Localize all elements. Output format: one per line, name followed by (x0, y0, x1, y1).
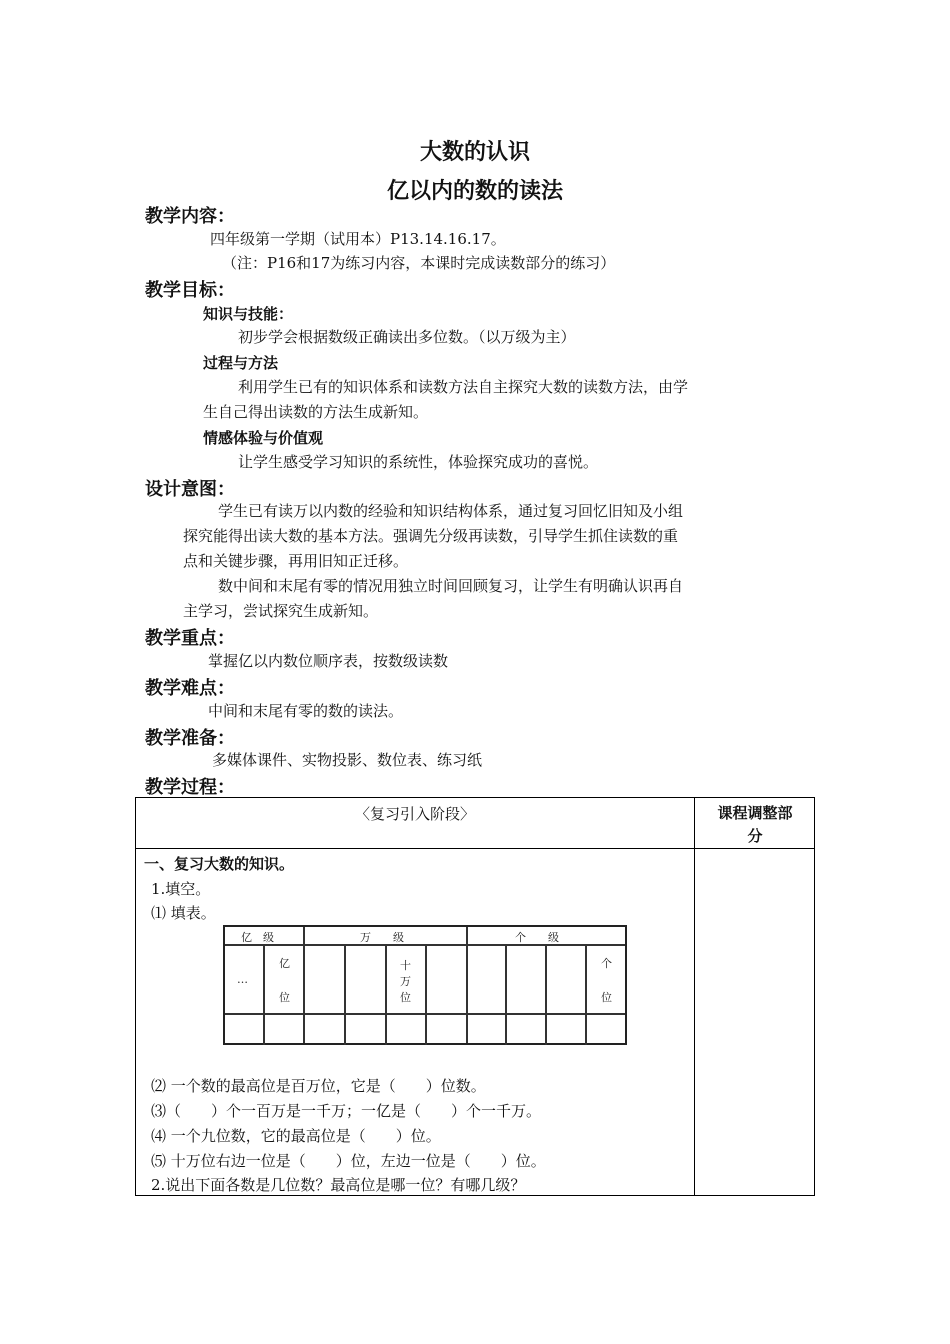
process-method-text-1: 利用学生已有的知识体系和读数方法自主探究大数的读数方法，由学 (238, 378, 689, 396)
place-value-chart (223, 925, 627, 1045)
adjust-header-line2: 分 (747, 827, 763, 845)
chart-col-divider (585, 944, 587, 1045)
design-p2-line2: 主学习，尝试探究生成新知。 (183, 602, 379, 620)
question-1-3: ⑶（ ）个一百万是一千万；一亿是（ ）个一千万。 (151, 1102, 542, 1120)
key-point-heading: 教学重点： (145, 628, 235, 649)
question-1-2: ⑵ 一个数的最高位是百万位，它是（ ）位数。 (151, 1077, 486, 1095)
design-heading: 设计意图： (145, 479, 235, 500)
chart-shiwan-2: 万 (400, 975, 411, 988)
preparation-text: 多媒体课件、实物投影、数位表、练习纸 (212, 751, 483, 769)
difficulty-text: 中间和末尾有零的数的读法。 (208, 702, 404, 720)
chart-shiwan-3: 位 (400, 991, 411, 1004)
section-review-heading: 一、复习大数的知识。 (144, 855, 295, 873)
content-line-2: （注：P16和17为练习内容，本课时完成读数部分的练习） (222, 254, 616, 272)
question-2: 2.说出下面各数是几位数？最高位是哪一位？有哪几级？ (151, 1176, 526, 1194)
chart-ge-level-label: 个 级 (515, 931, 559, 944)
chart-col-divider (263, 944, 265, 1045)
goals-heading: 教学目标： (145, 280, 235, 301)
stage-header: 〈复习引入阶段〉 (354, 805, 475, 823)
chart-group-divider-yi (303, 927, 305, 1043)
process-heading: 教学过程： (145, 777, 235, 798)
chart-col-divider (385, 944, 387, 1045)
chart-yi-level-label: 亿 级 (241, 931, 274, 944)
chart-col-divider (425, 944, 427, 1045)
question-1-1: ⑴ 填表。 (151, 904, 216, 922)
key-point-text: 掌握亿以内数位顺序表，按数级读数 (208, 652, 449, 670)
design-p2-line1: 数中间和末尾有零的情况用独立时间回顾复习，让学生有明确认识再自 (218, 577, 684, 595)
chart-wan-level-label: 万 级 (360, 931, 404, 944)
emotion-text: 让学生感受学习知识的系统性，体验探究成功的喜悦。 (238, 453, 599, 471)
document-subtitle: 亿以内的数的读法 (386, 179, 563, 204)
emotion-heading: 情感体验与价值观 (203, 429, 324, 447)
chart-shiwan-1: 十 (400, 959, 411, 972)
question-1-5: ⑸ 十万位右边一位是（ ）位，左边一位是（ ）位。 (151, 1152, 546, 1170)
table-column-divider (694, 798, 695, 1195)
content-line-1: 四年级第一学期（试用本）P13.14.16.17。 (210, 230, 506, 248)
question-1: 1.填空。 (151, 880, 211, 898)
knowledge-text: 初步学会根据数级正确读出多位数。（以万级为主） (238, 328, 576, 346)
chart-yi-char: 亿 (279, 957, 290, 970)
document-title: 大数的认识 (419, 140, 530, 165)
chart-col-divider (545, 944, 547, 1045)
chart-col-divider (344, 944, 346, 1045)
difficulty-heading: 教学难点： (145, 678, 235, 699)
content-heading: 教学内容： (145, 206, 235, 227)
chart-ge-char: 个 (601, 957, 612, 970)
design-p1-line3: 点和关键步骤，再用旧知正迁移。 (183, 552, 409, 570)
design-p1-line2: 探究能得出读大数的基本方法。强调先分级再读数，引导学生抓住读数的重 (183, 527, 679, 545)
question-1-4: ⑷ 一个九位数，它的最高位是（ ）位。 (151, 1127, 441, 1145)
design-p1-line1: 学生已有读万以内数的经验和知识结构体系，通过复习回忆旧知及小组 (218, 502, 684, 520)
chart-col-divider (505, 944, 507, 1045)
preparation-heading: 教学准备： (145, 728, 235, 749)
chart-group-divider-wan (466, 927, 468, 1043)
chart-ellipsis: … (237, 973, 248, 986)
process-method-heading: 过程与方法 (203, 354, 279, 372)
knowledge-heading: 知识与技能： (203, 305, 294, 323)
chart-yi-wei: 位 (279, 991, 290, 1004)
table-header-divider (136, 848, 814, 849)
adjust-header-line1: 课程调整部 (717, 804, 793, 822)
process-method-text-2: 生自己得出读数的方法生成新知。 (203, 403, 429, 421)
chart-ge-wei: 位 (601, 991, 612, 1004)
